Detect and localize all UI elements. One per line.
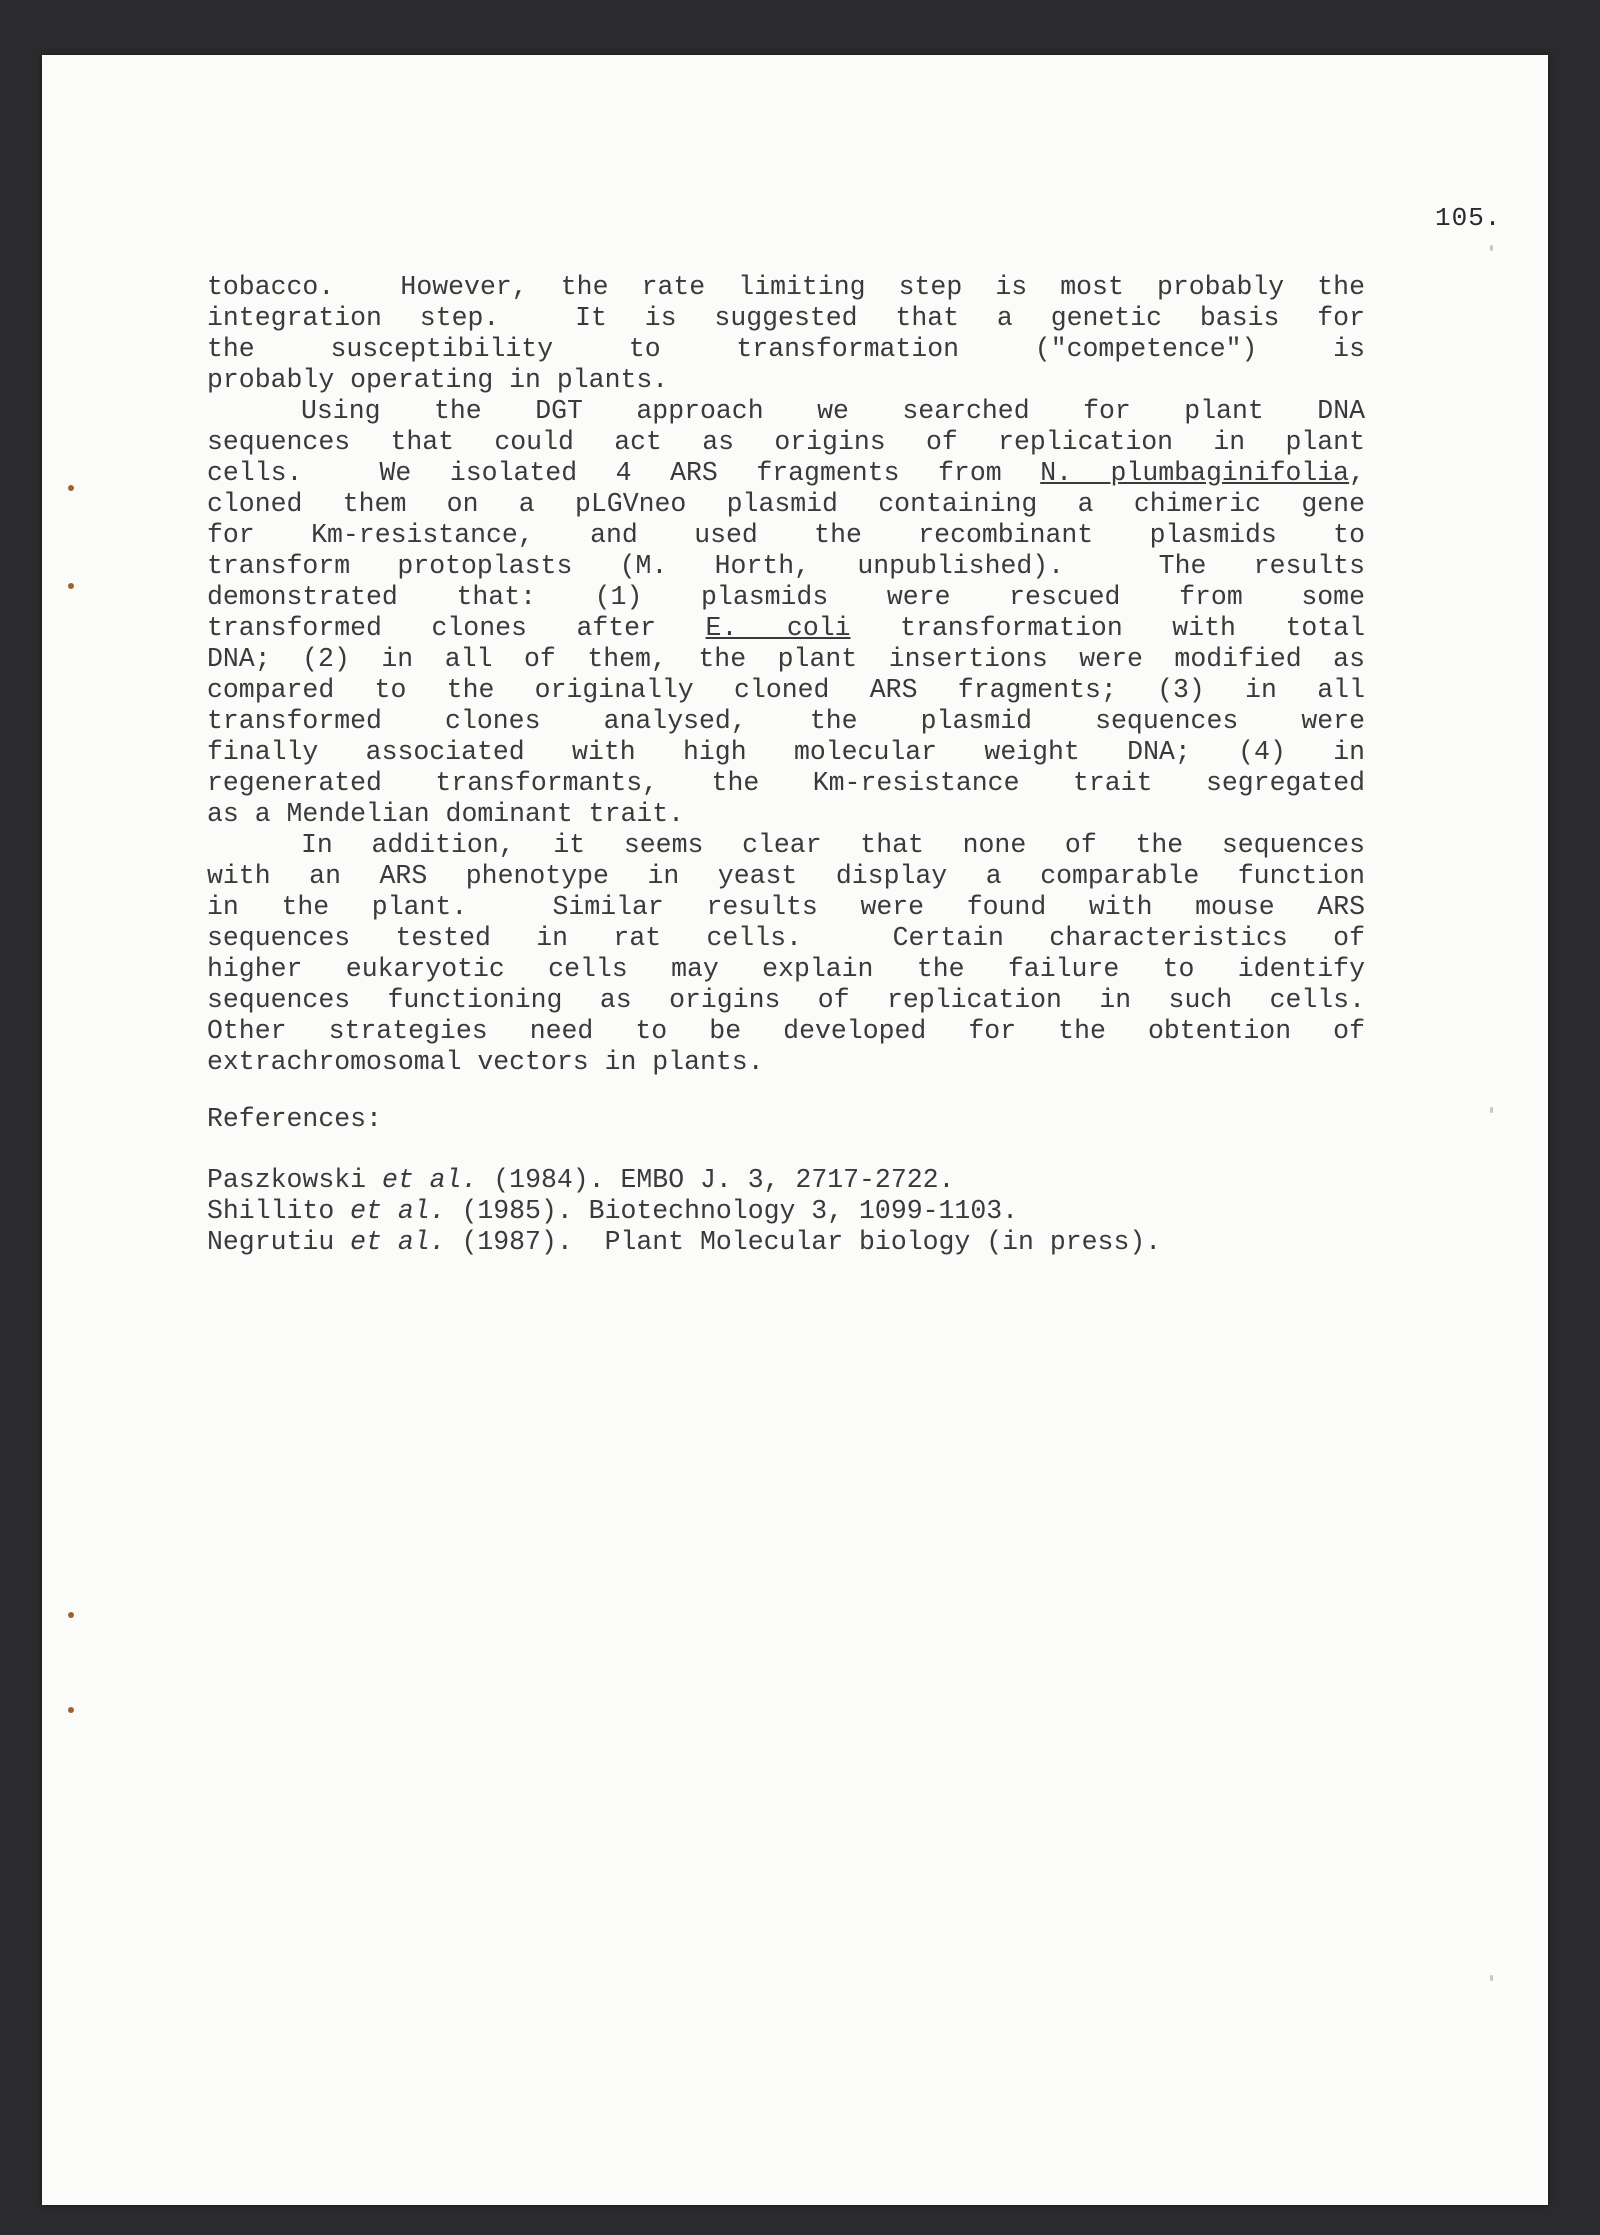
punch-mark: [68, 1707, 74, 1713]
text-line: demonstrated that: (1) plasmids were rescued from some: [207, 582, 1365, 612]
paper-speck: [1490, 245, 1493, 251]
text-line: with an ARS phenotype in yeast display a comparable function: [207, 861, 1365, 891]
text-line: extrachromosomal vectors in plants.: [207, 1047, 764, 1077]
paragraph-1: [207, 272, 1365, 396]
references-heading: References:: [207, 1104, 382, 1134]
punch-mark: [68, 583, 74, 589]
text-line: transformed clones after E. coli transformation with total: [207, 613, 1365, 643]
text-line: transform protoplasts (M. Horth, unpublished). The results: [207, 551, 1365, 581]
page-number: 105.: [1435, 203, 1502, 233]
text-line: Other strategies need to be developed for the obtention of: [207, 1016, 1365, 1046]
text-line: as a Mendelian dominant trait.: [207, 799, 685, 829]
text-line: tobacco. However, the rate limiting step is most probably the: [207, 272, 1365, 302]
paper-speck: [1490, 1975, 1493, 1981]
text-line: integration step. It is suggested that a genetic basis for: [207, 303, 1365, 333]
text-line: in the plant. Similar results were found with mouse ARS: [207, 892, 1365, 922]
text-line: compared to the originally cloned ARS fragments; (3) in all: [207, 675, 1365, 705]
text-line: the susceptibility to transformation ("competence") is: [207, 334, 1365, 364]
text-line: higher eukaryotic cells may explain the failure to identify: [207, 954, 1365, 984]
text-line: Using the DGT approach we searched for plant DNA: [301, 396, 1365, 426]
punch-mark: [68, 485, 74, 491]
text-line: DNA; (2) in all of them, the plant insertions were modified as: [207, 644, 1365, 674]
text-line: regenerated transformants, the Km-resistance trait segregated: [207, 768, 1365, 798]
punch-mark: [68, 1612, 74, 1618]
text-line: probably operating in plants.: [207, 365, 669, 395]
reference-list: [207, 1165, 1161, 1258]
paper-speck: [1490, 1107, 1493, 1113]
text-line: sequences that could act as origins of replication in plant: [207, 427, 1365, 457]
paragraph-3: [207, 830, 1365, 1078]
text-line: sequences tested in rat cells. Certain characteristics of: [207, 923, 1365, 953]
text-line: cloned them on a pLGVneo plasmid containing a chimeric gene: [207, 489, 1365, 519]
text-line: In addition, it seems clear that none of the sequences: [301, 830, 1365, 860]
reference-item: Shillito et al. (1985). Biotechnology 3, 1099-1103.: [207, 1196, 1019, 1226]
text-line: finally associated with high molecular weight DNA; (4) in: [207, 737, 1365, 767]
reference-item: Paszkowski et al. (1984). EMBO J. 3, 2717-2722.: [207, 1165, 955, 1195]
text-line: sequences functioning as origins of replication in such cells.: [207, 985, 1365, 1015]
paragraph-2: [207, 396, 1365, 830]
reference-item: Negrutiu et al. (1987). Plant Molecular biology (in press).: [207, 1227, 1162, 1257]
text-line: for Km-resistance, and used the recombinant plasmids to: [207, 520, 1365, 550]
species-name: N. plumbaginifolia: [1040, 458, 1350, 488]
species-name: E. coli: [705, 613, 851, 643]
text-line: transformed clones analysed, the plasmid sequences were: [207, 706, 1365, 736]
body-text: [207, 272, 1365, 1078]
text-line: cells. We isolated 4 ARS fragments from N. plumbaginifolia,: [207, 458, 1365, 488]
